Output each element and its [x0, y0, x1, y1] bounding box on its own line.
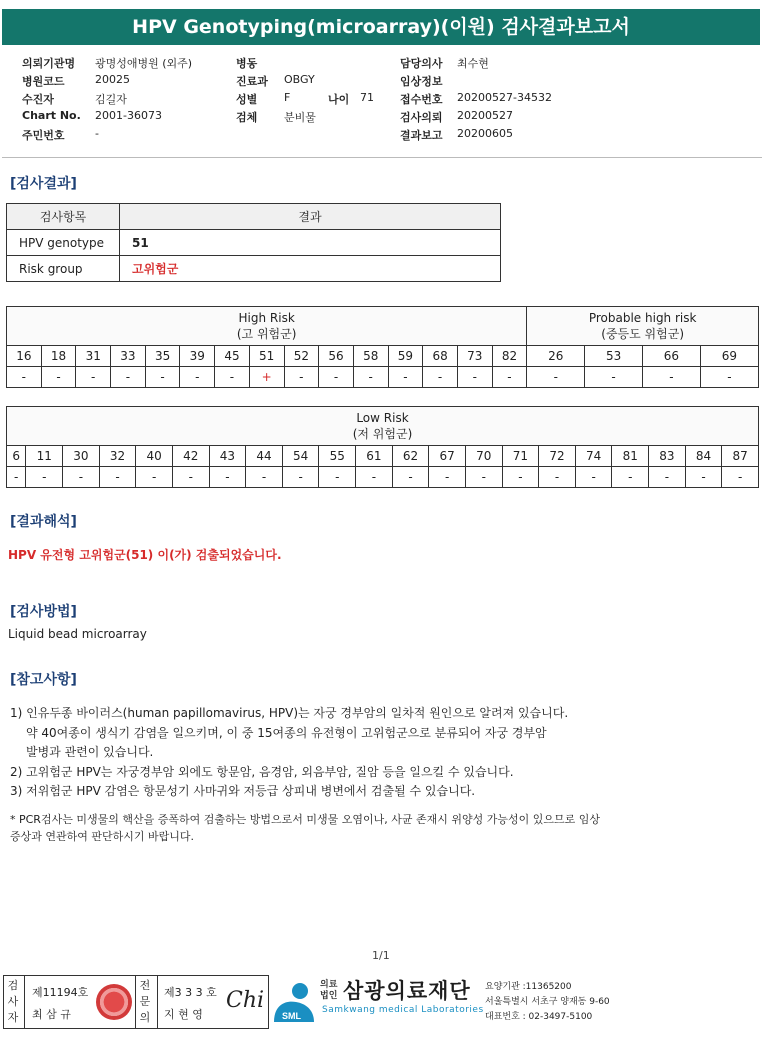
result-table-header-result: 결과 [120, 204, 501, 230]
doctor-label: 담당의사 [400, 57, 443, 70]
section-method-title: [검사방법] [10, 604, 77, 620]
dept-label: 진료과 [236, 75, 268, 88]
genotype-result: - [539, 467, 576, 488]
sex-label: 성별 [236, 93, 258, 106]
genotype-number: 62 [392, 446, 429, 467]
references-list [10, 704, 750, 802]
genotype-result: + [249, 367, 284, 388]
chart-label: Chart No. [22, 109, 81, 122]
genotype-number: 87 [722, 446, 759, 467]
section-references-title: [참고사항] [10, 672, 77, 688]
org-name: 삼광의료재단 [343, 979, 471, 1003]
genotype-number: 53 [585, 346, 643, 367]
genotype-number: 55 [319, 446, 356, 467]
genotype-number: 33 [111, 346, 146, 367]
low-risk-results-row [7, 467, 759, 488]
genotype-result: - [502, 467, 539, 488]
genotype-number: 45 [215, 346, 250, 367]
genotype-result: - [353, 367, 388, 388]
receipt-label: 접수번호 [400, 93, 443, 106]
hospital-code: 20025 [95, 73, 130, 86]
genotype-number: 32 [99, 446, 136, 467]
high-risk-table [6, 306, 759, 388]
age: 71 [360, 91, 374, 104]
low-risk-types-row [7, 446, 759, 467]
low-risk-title: Low Risk [356, 411, 409, 425]
result-item: Risk group [7, 256, 120, 282]
signature-box [3, 975, 269, 1029]
genotype-result: - [388, 367, 423, 388]
high-risk-title-kr: (고 위험군) [236, 327, 297, 341]
genotype-number: 54 [282, 446, 319, 467]
genotype-result: - [429, 467, 466, 488]
genotype-result: - [492, 367, 527, 388]
genotype-result: - [246, 467, 283, 488]
genotype-result: - [26, 467, 63, 488]
result-table [6, 203, 501, 282]
genotype-number: 66 [643, 346, 701, 367]
genotype-number: 69 [700, 346, 758, 367]
genotype-number: 59 [388, 346, 423, 367]
page-number: 1/1 [372, 949, 390, 962]
reference-line: 3) 저위험군 HPV 감염은 항문성기 사마귀와 저등급 상피내 병변에서 검출될 수 있습니다. [10, 784, 476, 798]
specialist-no: 제3 3 3 호 [164, 986, 217, 999]
svg-text:SML: SML [282, 1011, 301, 1021]
genotype-number: 6 [7, 446, 26, 467]
genotype-number: 73 [457, 346, 492, 367]
recipient-label: 수진자 [22, 93, 54, 106]
specimen: 분비물 [284, 111, 316, 124]
genotype-result: - [63, 467, 100, 488]
genotype-result: - [41, 367, 76, 388]
genotype-result: - [457, 367, 492, 388]
genotype-result: - [180, 367, 215, 388]
request-label: 검사의뢰 [400, 111, 443, 124]
genotype-number: 16 [7, 346, 42, 367]
table-row [7, 230, 501, 256]
id-no: - [95, 127, 99, 140]
genotype-result: - [99, 467, 136, 488]
genotype-result: - [111, 367, 146, 388]
low-risk-header [7, 407, 759, 446]
low-risk-table [6, 406, 759, 488]
result-table-header-item: 검사항목 [7, 204, 120, 230]
sml-logo-icon [270, 978, 318, 1028]
genotype-number: 74 [575, 446, 612, 467]
genotype-result: - [7, 467, 26, 488]
tester-name: 최 삼 규 [32, 1008, 71, 1021]
report-date: 20200605 [457, 127, 513, 140]
chart-no: 2001-36073 [95, 109, 162, 122]
org-address: 서울특별시 서초구 양재동 9-60 [485, 997, 610, 1007]
requesting-org-label: 의뢰기관명 [22, 57, 76, 70]
genotype-number: 31 [76, 346, 111, 367]
genotype-result: - [282, 467, 319, 488]
dept: OBGY [284, 73, 315, 86]
report-title: HPV Genotyping(microarray)(이원) 검사결과보고서 [2, 9, 760, 45]
note-line: * PCR검사는 미생물의 핵산을 증폭하여 검출하는 방법으로서 미생물 오염이나, 사균 존재시 위양성 가능성이 있으므로 임상 [10, 813, 600, 826]
result-item: HPV genotype [7, 230, 120, 256]
org-name-english: Samkwang medical Laboratories [322, 1005, 484, 1015]
official-seal [96, 984, 132, 1020]
high-risk-title: High Risk [238, 311, 295, 325]
doctor: 최수현 [457, 57, 489, 70]
high-risk-types-row [7, 346, 759, 367]
interpretation-text: HPV 유전형 고위험군(51) 이(가) 검출되었습니다. [8, 548, 282, 562]
ward-label: 병동 [236, 57, 258, 70]
reference-line: 발병과 관련이 있습니다. [26, 745, 154, 759]
genotype-number: 58 [353, 346, 388, 367]
genotype-result: - [612, 467, 649, 488]
note-line: 증상과 연관하여 판단하시기 바랍니다. [10, 830, 195, 843]
genotype-number: 40 [136, 446, 173, 467]
tester-label: 검 사 자 [7, 979, 19, 1024]
genotype-result: - [423, 367, 458, 388]
request-date: 20200527 [457, 109, 513, 122]
genotype-number: 26 [527, 346, 585, 367]
genotype-result: - [649, 467, 686, 488]
org-contact [485, 980, 610, 1025]
genotype-number: 81 [612, 446, 649, 467]
table-row [7, 256, 501, 282]
genotype-number: 35 [145, 346, 180, 367]
genotype-result: - [145, 367, 180, 388]
genotype-number: 70 [465, 446, 502, 467]
divider [2, 157, 762, 158]
genotype-result: - [575, 467, 612, 488]
genotype-result: - [319, 467, 356, 488]
low-risk-title-kr: (저 위험군) [352, 427, 413, 441]
genotype-result: - [527, 367, 585, 388]
probable-risk-header [527, 307, 759, 346]
genotype-number: 84 [685, 446, 722, 467]
genotype-number: 52 [284, 346, 319, 367]
genotype-result: - [7, 367, 42, 388]
high-risk-header [7, 307, 527, 346]
genotype-result: - [700, 367, 758, 388]
pcr-note [10, 811, 750, 845]
high-risk-results-row [7, 367, 759, 388]
id-label: 주민번호 [22, 129, 65, 142]
requesting-org: 광명성애병원 (외주) [95, 57, 193, 70]
org-code: 요양기관 :11365200 [485, 982, 572, 992]
reference-line: 1) 인유두종 바이러스(human papillomavirus, HPV)는 자궁 경부암의 일차적 원인으로 알려져 있습니다. [10, 706, 569, 720]
genotype-result: - [465, 467, 502, 488]
specimen-label: 검체 [236, 111, 258, 124]
risk-group-value: 고위험군 [120, 256, 501, 282]
receipt-no: 20200527-34532 [457, 91, 552, 104]
genotype-number: 71 [502, 446, 539, 467]
specialist-label: 전 문 의 [139, 979, 151, 1024]
genotype-number: 68 [423, 346, 458, 367]
genotype-result: - [172, 467, 209, 488]
age-label: 나이 [328, 93, 350, 106]
genotype-number: 42 [172, 446, 209, 467]
genotype-result: - [356, 467, 393, 488]
section-interpretation-title: [결과해석] [10, 514, 77, 530]
genotype-result: - [643, 367, 701, 388]
genotype-number: 18 [41, 346, 76, 367]
hospital-code-label: 병원코드 [22, 75, 65, 88]
tester-no: 제11194호 [32, 986, 89, 999]
genotype-number: 72 [539, 446, 576, 467]
patient-info [22, 55, 742, 145]
specialist-name: 지 현 영 [164, 1008, 203, 1021]
reference-line: 2) 고위험군 HPV는 자궁경부암 외에도 항문암, 음경암, 외음부암, 질암 등을 일으킬 수 있습니다. [10, 764, 514, 779]
genotype-number: 51 [249, 346, 284, 367]
genotype-result: - [76, 367, 111, 388]
genotype-number: 44 [246, 446, 283, 467]
org-phone: 대표번호 : 02-3497-5100 [485, 1012, 593, 1022]
sex: F [284, 91, 291, 104]
genotype-number: 11 [26, 446, 63, 467]
genotype-result: - [722, 467, 759, 488]
genotype-number: 30 [63, 446, 100, 467]
genotype-number: 61 [356, 446, 393, 467]
genotype-number: 83 [649, 446, 686, 467]
probable-risk-title-kr: (중등도 위험군) [601, 327, 685, 341]
section-result-title: [검사결과] [10, 176, 77, 192]
genotype-result: - [209, 467, 246, 488]
genotype-result: - [585, 367, 643, 388]
genotype-result: - [215, 367, 250, 388]
genotype-number: 39 [180, 346, 215, 367]
method-text: Liquid bead microarray [8, 627, 147, 641]
probable-risk-title: Probable high risk [588, 311, 697, 325]
genotype-result: - [392, 467, 429, 488]
genotype-result: - [319, 367, 354, 388]
genotype-result: - [136, 467, 173, 488]
genotype-number: 67 [429, 446, 466, 467]
report-label: 결과보고 [400, 129, 443, 142]
handwritten-signature: Chi [226, 988, 265, 1013]
genotype-result: - [685, 467, 722, 488]
genotype-number: 43 [209, 446, 246, 467]
result-value: 51 [120, 230, 501, 256]
clinical-label: 임상정보 [400, 75, 443, 88]
genotype-number: 82 [492, 346, 527, 367]
genotype-result: - [284, 367, 319, 388]
org-type: 의료 법인 [320, 980, 338, 1001]
genotype-number: 56 [319, 346, 354, 367]
recipient: 김길자 [95, 93, 127, 106]
reference-line: 약 40여종이 생식기 감염을 일으키며, 이 중 15여종의 유전형이 고위험군으로 분류되어 자궁 경부암 [26, 725, 547, 740]
